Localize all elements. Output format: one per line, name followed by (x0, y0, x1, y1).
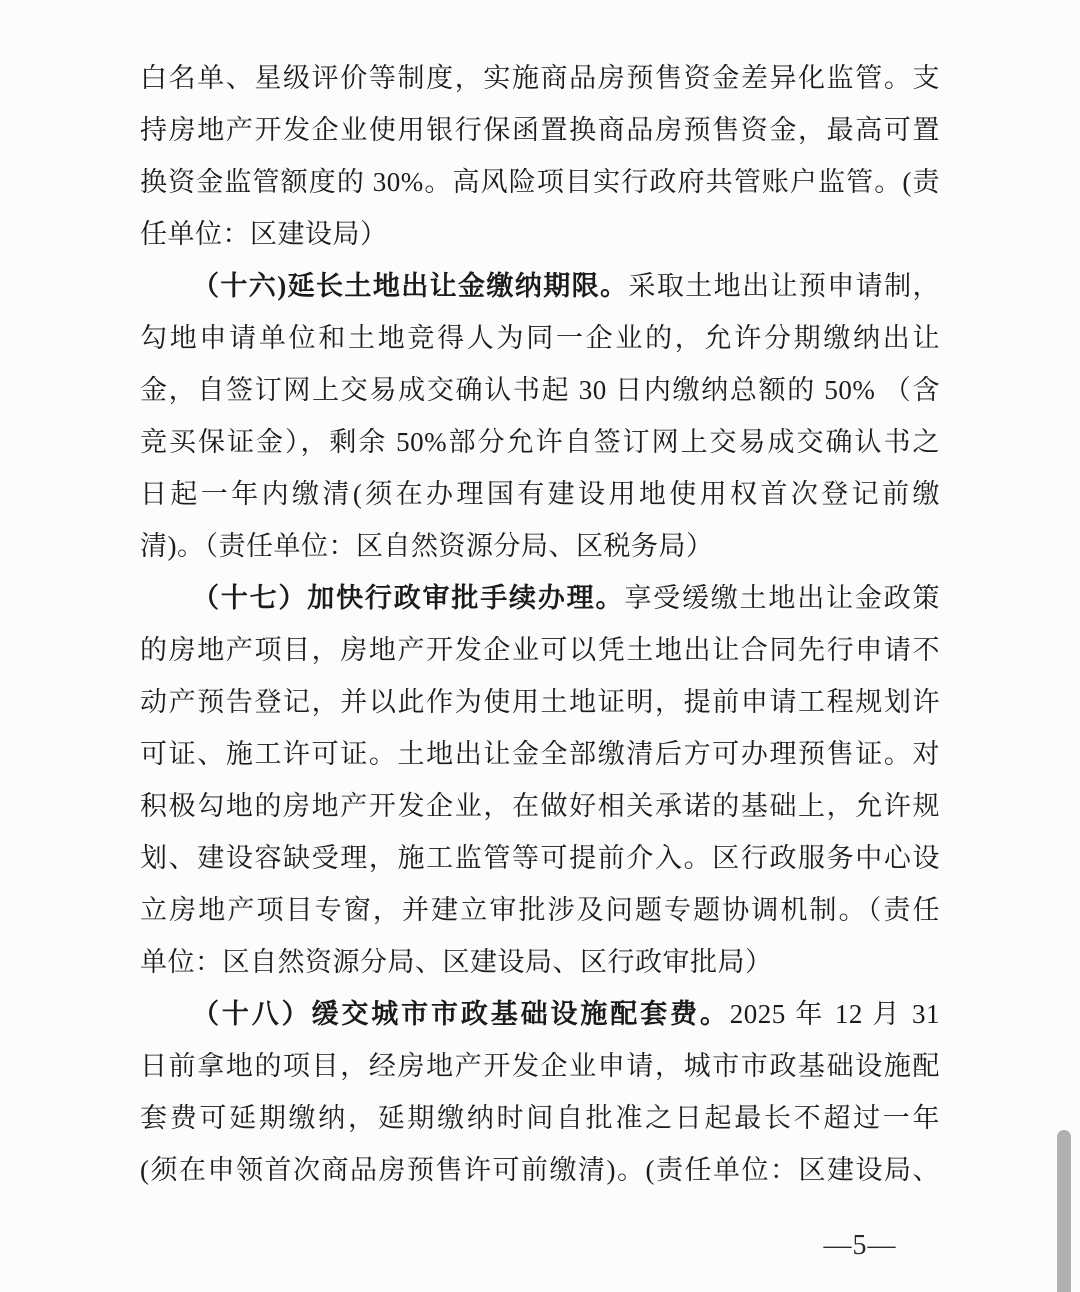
text-line (140, 728, 940, 780)
text-line (140, 1040, 940, 1092)
text-line (140, 780, 940, 832)
paragraph-section-16 (140, 260, 940, 572)
text-line (140, 832, 940, 884)
paragraph-section-17 (140, 572, 940, 988)
body-text: 套费可延期缴纳，延期缴纳时间自批准之日起最长不超过一年 (140, 1103, 940, 1133)
body-text: 任单位：区建设局） (140, 219, 388, 249)
document-text-block (140, 52, 940, 1196)
text-line (140, 208, 940, 260)
body-text: 金，自签订网上交易成交确认书起 30 日内缴纳总额的 50% （含 (140, 375, 940, 405)
body-text: 单位：区自然资源分局、区建设局、区行政审批局） (140, 947, 773, 977)
body-text: 白名单、星级评价等制度，实施商品房预售资金差异化监管。支 (140, 63, 940, 93)
body-text: 竞买保证金），剩余 50%部分允许自签订网上交易成交确认书之 (140, 427, 940, 457)
text-line (140, 624, 940, 676)
text-line (140, 52, 940, 104)
text-line (140, 312, 940, 364)
body-text: 享受缓缴土地出让金政策 (624, 583, 941, 613)
body-text: 的房地产项目，房地产开发企业可以凭土地出让合同先行申请不 (140, 635, 940, 665)
body-text: (须在申领首次商品房预售许可前缴清)。(责任单位：区建设局、 (140, 1155, 940, 1185)
body-text: 立房地产项目专窗，并建立审批涉及问题专题协调机制。（责任 (140, 895, 940, 925)
body-text: 持房地产开发企业使用银行保函置换商品房预售资金，最高可置 (140, 115, 940, 145)
text-line (140, 364, 940, 416)
body-text: 勾地申请单位和土地竞得人为同一企业的，允许分期缴纳出让 (140, 323, 940, 353)
body-text: 采取土地出让预申请制， (628, 271, 940, 301)
scrollbar-thumb[interactable] (1057, 1130, 1071, 1292)
section-17-heading: （十七）加快行政审批手续办理。 (192, 583, 625, 613)
body-text: 日前拿地的项目，经房地产开发企业申请，城市市政基础设施配 (140, 1051, 940, 1081)
text-line (140, 1092, 940, 1144)
body-text: 清)。（责任单位：区自然资源分局、区税务局） (140, 531, 714, 561)
text-line (140, 572, 940, 624)
body-text: 积极勾地的房地产开发企业，在做好相关承诺的基础上，允许规 (140, 791, 940, 821)
body-text: 划、建设容缺受理，施工监管等可提前介入。区行政服务中心设 (140, 843, 940, 873)
text-line (140, 260, 940, 312)
text-line (140, 884, 940, 936)
text-line (140, 156, 940, 208)
body-text: 动产预告登记，并以此作为使用土地证明，提前申请工程规划许 (140, 687, 940, 717)
text-line (140, 104, 940, 156)
page-number: —5— (823, 1230, 897, 1261)
section-16-heading: （十六)延长土地出让金缴纳期限。 (192, 271, 629, 301)
text-line (140, 520, 940, 572)
paragraph-section-18 (140, 988, 940, 1196)
text-line (140, 936, 940, 988)
section-18-heading: （十八）缓交城市市政基础设施配套费。 (192, 999, 730, 1029)
text-line (140, 988, 940, 1040)
body-text: 可证、施工许可证。土地出让金全部缴清后方可办理预售证。对 (140, 739, 940, 769)
body-text: 2025 年 12 月 31 (729, 999, 940, 1029)
text-line (140, 1144, 940, 1196)
body-text: 换资金监管额度的 30%。高风险项目实行政府共管账户监管。(责 (140, 167, 940, 197)
body-text: 日起一年内缴清(须在办理国有建设用地使用权首次登记前缴 (140, 479, 940, 509)
text-line (140, 468, 940, 520)
text-line (140, 416, 940, 468)
paragraph (140, 52, 940, 260)
text-line (140, 676, 940, 728)
